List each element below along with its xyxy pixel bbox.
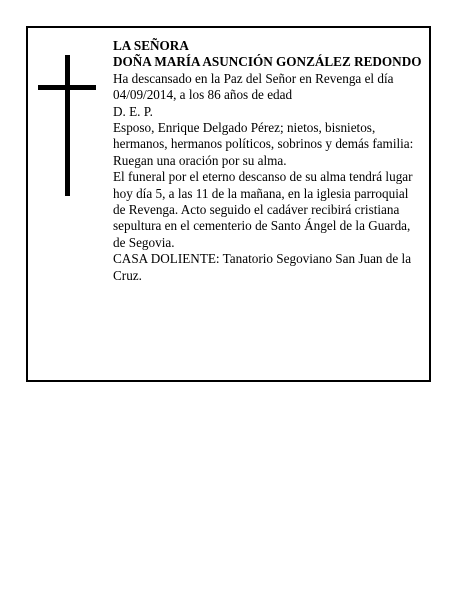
- announcement-text: Ha descansado en la Paz del Señor en Revenga el día 04/09/2014, a los 86 años de edad: [113, 70, 394, 103]
- cross-vertical-bar: [65, 55, 70, 196]
- casa-doliente-text: CASA DOLIENTE: Tanatorio Segoviano San Juan de la Cruz.: [113, 251, 412, 283]
- obituary-text: [113, 38, 423, 284]
- title-line-1: LA SEÑORA: [113, 38, 189, 53]
- dep-text: D. E. P.: [113, 103, 153, 119]
- cross-horizontal-bar: [38, 85, 96, 90]
- family-text: Esposo, Enrique Delgado Pérez; nietos, bisnietos, hermanos, hermanos políticos, sobrinos y demás familia:: [113, 120, 414, 152]
- funeral-text: El funeral por el eterno descanso de su alma tendrá lugar hoy día 5, a las 11 de la mañana, en la iglesia parroquial de Revenga. Acto seguido el cadáver recibirá cristiana sepultura en el cementerio de Santo Ángel de la Guarda, de Segovia.: [113, 169, 413, 250]
- deceased-name: DOÑA MARÍA ASUNCIÓN GONZÁLEZ REDONDO: [113, 54, 422, 70]
- prayer-text: Ruegan una oración por su alma.: [113, 152, 287, 168]
